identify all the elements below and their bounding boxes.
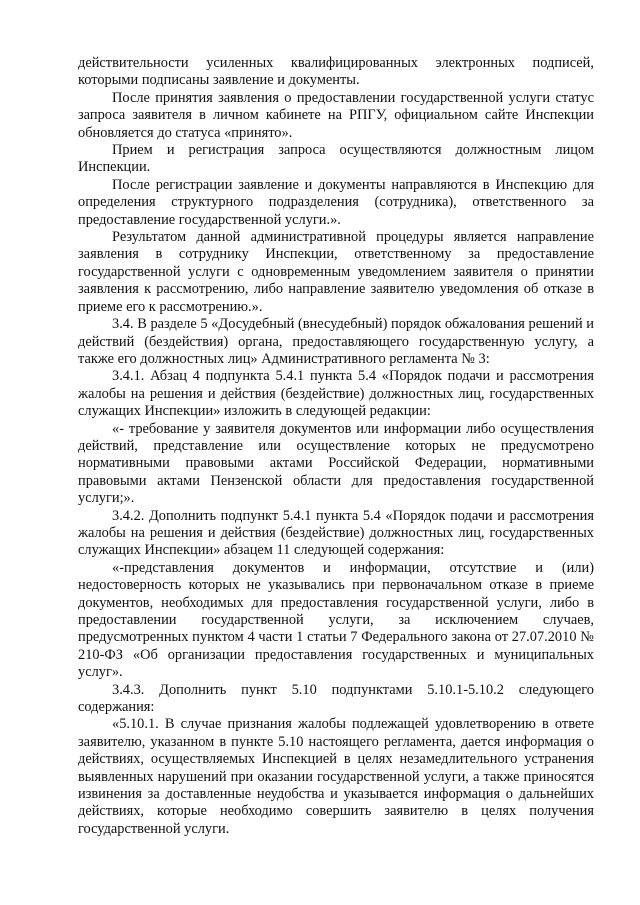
paragraph: После принятия заявления о предоставлении государственной услуги статус запроса заявителя в личном кабинете на РПГУ, официальном сайте Инспекции обновляется до статуса «принято». [78, 89, 594, 141]
paragraph: Прием и регистрация запроса осуществляются должностным лицом Инспекции. [78, 142, 594, 176]
quoted-amendment: «5.10.1. В случае признания жалобы подлежащей удовлетворению в ответе заявителю, указанном в пункте 5.10 настоящего регламента, дается информация о действиях, осуществляемых Инспекцией в целях незамедлительного устранения выявленных нарушений при оказании государственной услуги, а также приносятся извинения за доставленные неудобства и указывается информация о дальнейших действиях, которые необходимо совершить заявителю в целях получения государственной услуги. [78, 716, 594, 837]
quoted-amendment: «-представления документов и информации, отсутствие и (или) недостоверность которых не указывались при первоначальном отказе в приеме документов, необходимых для предоставления государственной услуги, либо в предоставлении государственной услуги, за исключением случаев, предусмотренных пунктом 4 части 1 статьи 7 Федерального закона от 27.07.2010 № 210-ФЗ «Об организации предоставления государственных и муниципальных услуг». [78, 559, 594, 681]
quoted-amendment: «- требование у заявителя документов или информации либо осуществления действий, представление или осуществление которых не предусмотрено нормативными правовыми актами Российской Федерации, нормативными правовыми актами Пензенской области для предоставления государственной услуги;». [78, 420, 594, 507]
paragraph-continuation: действительности усиленных квалифицированных электронных подписей, которыми подписаны заявление и документы. [78, 55, 594, 89]
clause-3-4-2: 3.4.2. Дополнить подпункт 5.4.1 пункта 5.4 «Порядок подачи и рассмотрения жалобы на решения и действия (бездействие) должностных лиц, государственных служащих Инспекции» абзацем 11 следующей содержания: [78, 507, 594, 559]
paragraph: Результатом данной административной процедуры является направление заявления в сотруднику Инспекции, ответственному за предоставление государственной услуги с одновременным уведомлением заявителя о принятии заявления к рассмотрению, либо направление заявителю уведомления об отказе в приеме его к рассмотрению.». [78, 229, 594, 315]
clause-3-4-3: 3.4.3. Дополнить пункт 5.10 подпунктами 5.10.1-5.10.2 следующего содержания: [78, 681, 594, 716]
clause-3-4-1: 3.4.1. Абзац 4 подпункта 5.4.1 пункта 5.4 «Порядок подачи и рассмотрения жалобы на решения и действия (бездействие) должностных лиц, государственных служащих Инспекции» изложить в следующей редакции: [78, 368, 594, 420]
section-3-4: 3.4. В разделе 5 «Досудебный (внесудебный) порядок обжалования решений и действий (бездействия) органа, предоставляющего государственную услугу, а также его должностных лиц» Административного регламента № 3: [78, 316, 594, 367]
paragraph: После регистрации заявление и документы направляются в Инспекцию для определения структурного подразделения (сотрудника), ответственного за предоставление государственной услуги.». [78, 176, 594, 228]
